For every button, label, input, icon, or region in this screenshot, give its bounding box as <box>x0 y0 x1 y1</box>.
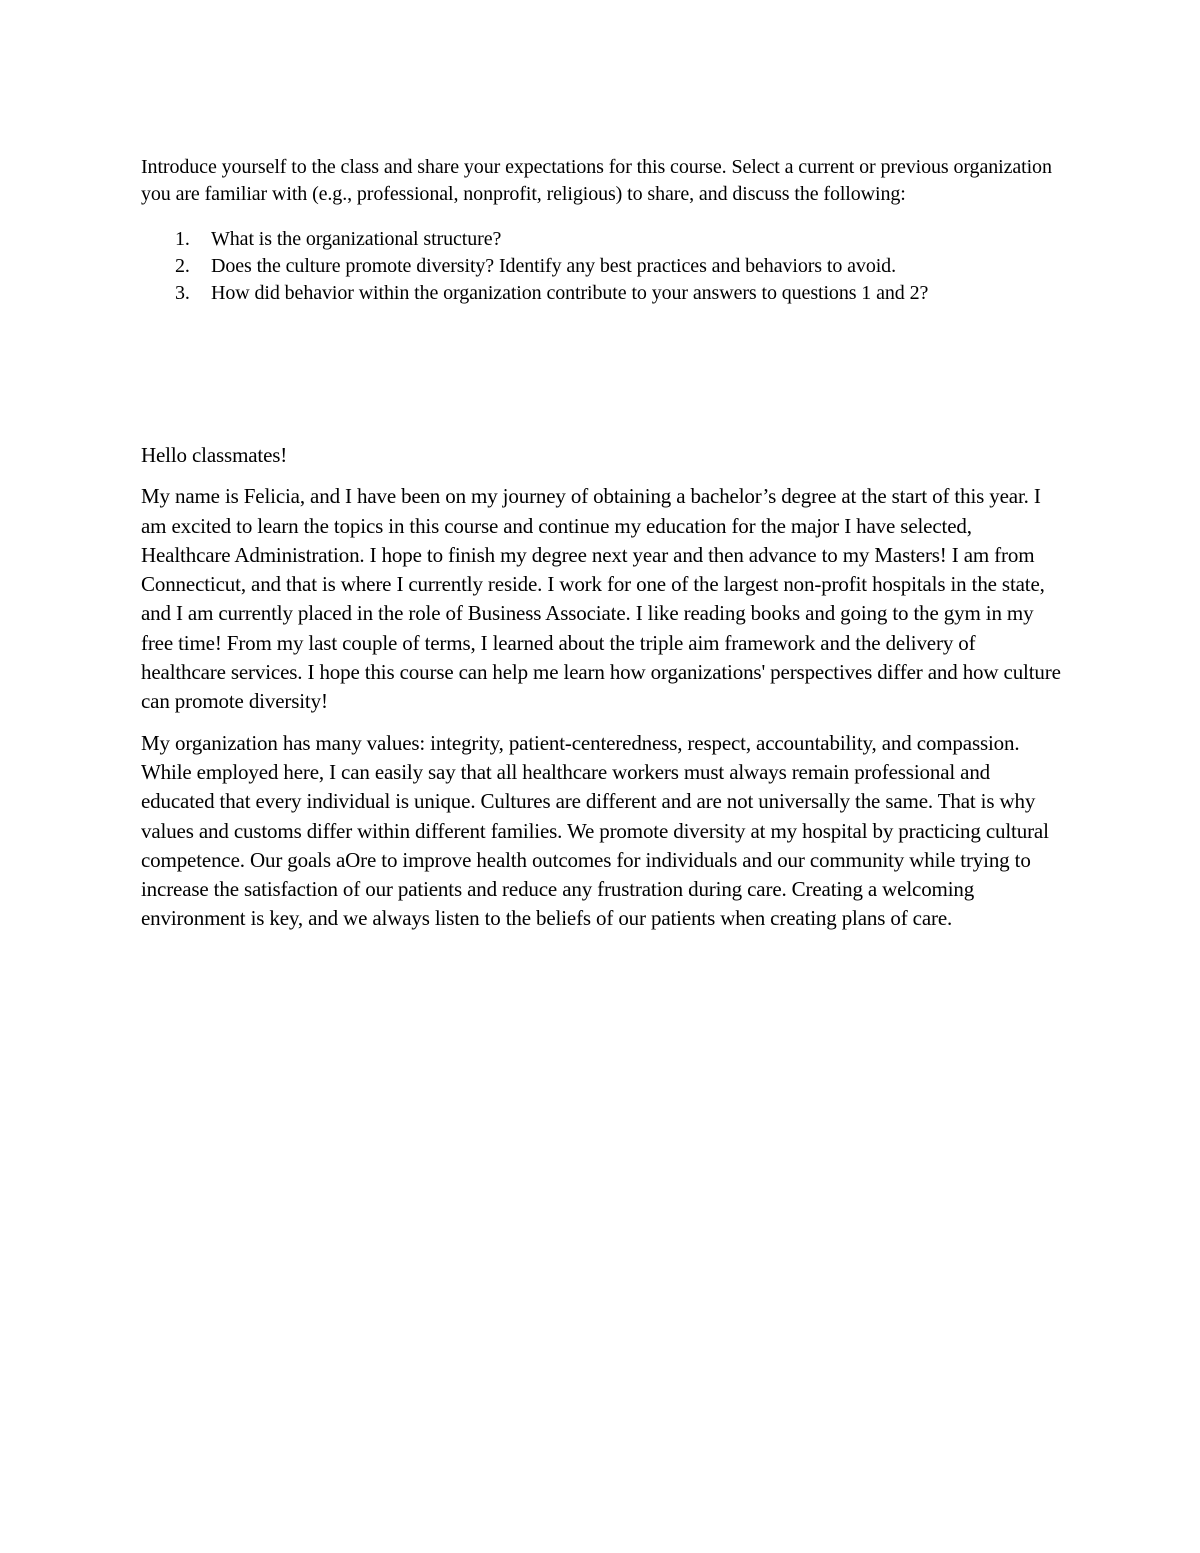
response-paragraph-intro: My name is Felicia, and I have been on my journey of obtaining a bachelor’s degree at the start of this year. I am excited to learn the topics in this course and continue my education for the major I have selected, Healthcare Administration. I hope to finish my degree next year and then advance to my Masters! I am from Connecticut, and that is where I currently reside. I work for one of the largest non-profit hospitals in the state, and I am currently placed in the role of Business Associate. I like reading books and going to the gym in my free time! From my last couple of terms, I learned about the triple aim framework and the delivery of healthcare services. I hope this course can help me learn how organizations' perspectives differ and how culture can promote diversity! <box>141 484 1061 714</box>
question-text: How did behavior within the organization contribute to your answers to questions 1 and 2? <box>211 282 929 304</box>
question-text: Does the culture promote diversity? Identify any best practices and behaviors to avoid. <box>211 255 896 277</box>
response-greeting: Hello classmates! <box>141 443 288 467</box>
question-number: 2. <box>175 255 190 277</box>
discussion-prompt <box>141 154 1061 307</box>
question-number: 1. <box>175 228 190 250</box>
question-item <box>141 253 1061 280</box>
prompt-intro: Introduce yourself to the class and share your expectations for this course. Select a current or previous organization you are familiar with (e.g., professional, nonprofit, religious) to share, and discuss the following: <box>141 156 1052 205</box>
question-item <box>141 280 1061 307</box>
student-response <box>141 441 1061 946</box>
question-item <box>141 226 1061 253</box>
response-paragraph-organization: My organization has many values: integrity, patient-centeredness, respect, accountability, and compassion. While employed here, I can easily say that all healthcare workers must always remain professional and educated that every individual is unique. Cultures are different and are not universally the same. That is why values and customs differ within different families. We promote diversity at my hospital by practicing cultural competence. Our goals aOre to improve health outcomes for individuals and our community while trying to increase the satisfaction of our patients and reduce any frustration during care. Creating a welcoming environment is key, and we always listen to the beliefs of our patients when creating plans of care. <box>141 730 1049 931</box>
question-number: 3. <box>175 282 190 304</box>
question-list <box>141 226 1061 307</box>
question-text: What is the organizational structure? <box>211 228 502 250</box>
